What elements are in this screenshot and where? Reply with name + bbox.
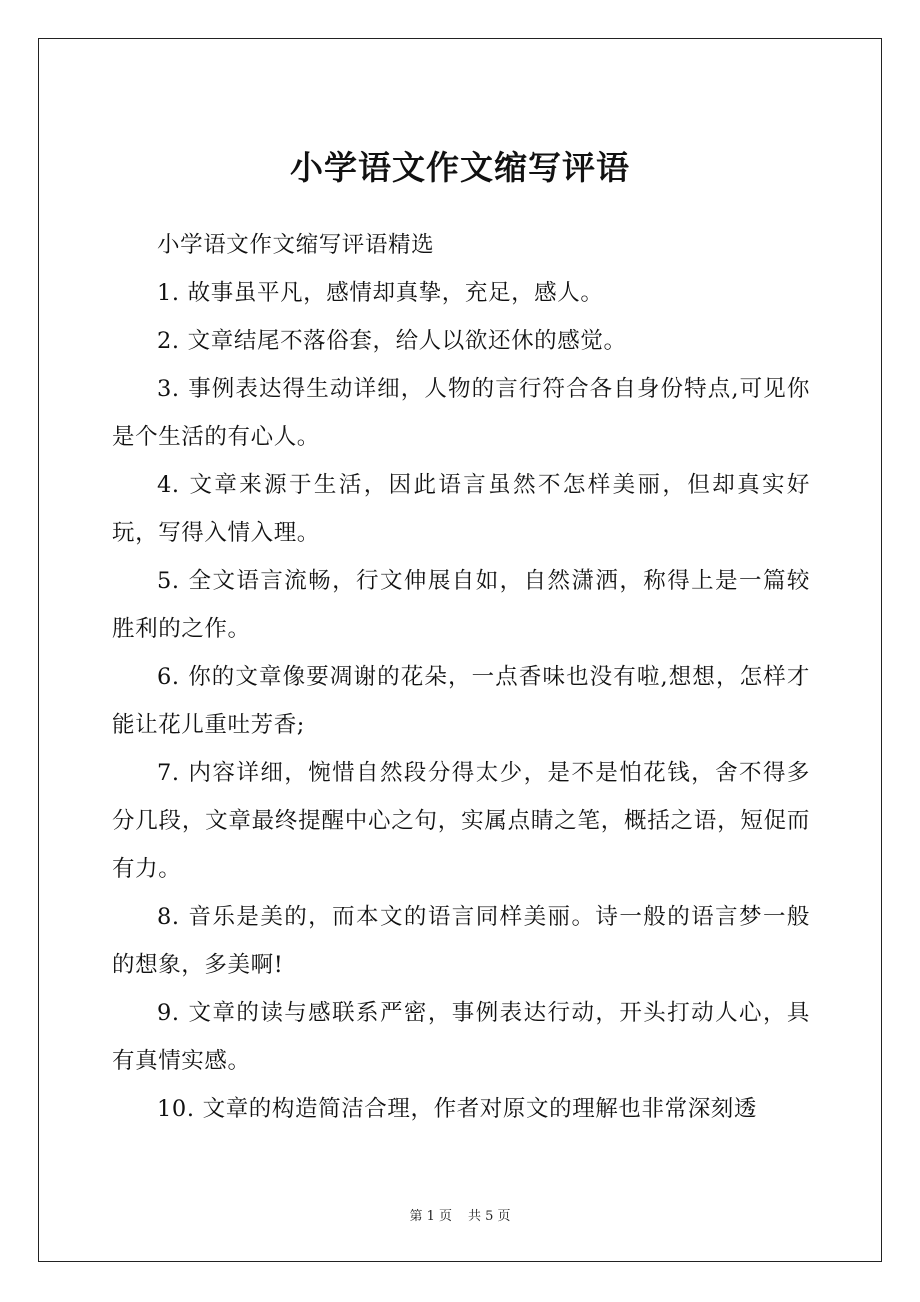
item-text: 你的文章像要凋谢的花朵，一点香味也没有啦,想想，怎样才能让花儿重吐芳香;: [112, 664, 810, 738]
item-text: 文章的读与感联系严密，事例表达行动，开头打动人心，具有真情实感。: [112, 1000, 810, 1074]
item-text: 全文语言流畅，行文伸展自如，自然潇洒，称得上是一篇较胜利的之作。: [112, 568, 810, 642]
item-text: 内容详细，惋惜自然段分得太少，是不是怕花钱，舍不得多分几段，文章最终提醒中心之句，实属点睛之笔，概括之语，短促而有力。: [112, 760, 810, 882]
item-number: 7.: [157, 760, 180, 786]
item-number: 1.: [157, 280, 180, 306]
item-number: 2.: [157, 328, 180, 354]
list-item: [112, 269, 810, 317]
document-body: [112, 221, 810, 1133]
page-title: 小学语文作文缩写评语: [290, 148, 630, 187]
item-text: 文章的构造简洁合理，作者对原文的理解也非常深刻透: [202, 1096, 757, 1122]
item-number: 5.: [157, 568, 180, 594]
list-item: [112, 1085, 810, 1133]
page-total: 共 5 页: [468, 1209, 511, 1224]
item-text: 故事虽平凡，感情却真挚，充足，感人。: [187, 280, 604, 306]
item-text: 事例表达得生动详细，人物的言行符合各自身份特点,可见你是个生活的有心人。: [112, 376, 810, 450]
list-item: [112, 653, 810, 749]
list-item: [112, 461, 810, 557]
item-number: 3.: [157, 376, 180, 402]
item-number: 6.: [157, 664, 180, 690]
list-item: [112, 989, 810, 1085]
item-number: 4.: [157, 472, 180, 498]
item-text: 文章结尾不落俗套，给人以欲还休的感觉。: [187, 328, 627, 354]
list-item: [112, 893, 810, 989]
item-text: 文章来源于生活，因此语言虽然不怎样美丽，但却真实好玩，写得入情入理。: [112, 472, 810, 546]
list-item: [112, 749, 810, 893]
page-footer: [0, 1205, 920, 1224]
item-number: 8.: [157, 904, 180, 930]
list-item: [112, 317, 810, 365]
item-number: 9.: [157, 1000, 180, 1026]
page-number: 第 1 页: [409, 1209, 452, 1224]
intro-paragraph: 小学语文作文缩写评语精选: [157, 232, 435, 258]
item-number: 10.: [157, 1096, 195, 1122]
item-text: 音乐是美的，而本文的语言同样美丽。诗一般的语言梦一般的想象，多美啊!: [112, 904, 810, 978]
list-item: [112, 365, 810, 461]
list-item: [112, 557, 810, 653]
